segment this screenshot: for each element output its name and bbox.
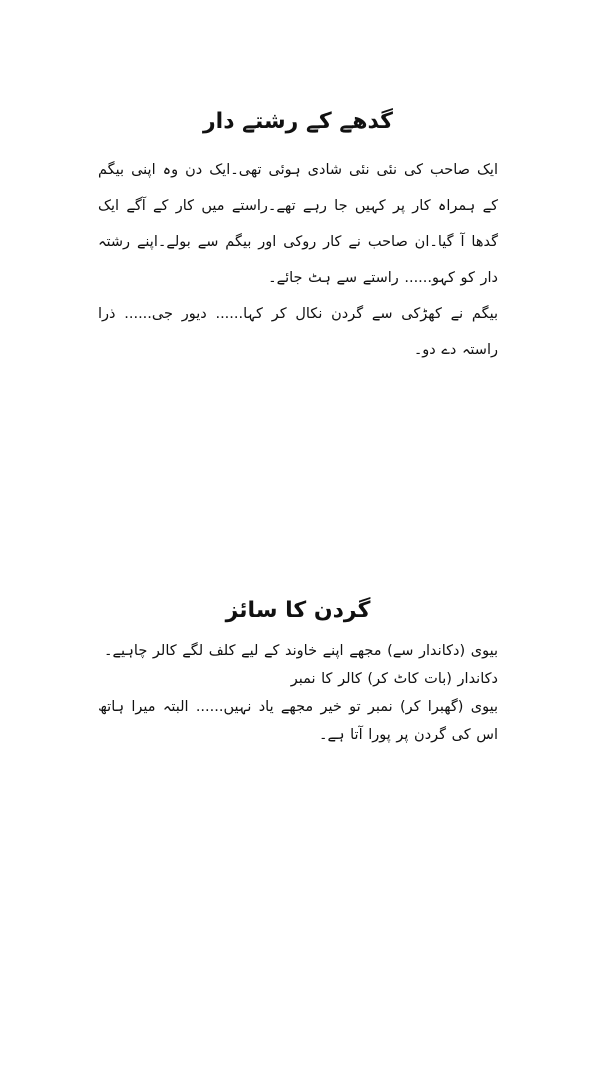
story-paragraph: دکاندار (بات کاٹ کر) کالر کا نمبر bbox=[290, 671, 498, 687]
story-title: گردن کا سائز bbox=[225, 598, 371, 623]
story-title: گدھے کے رشتے دار bbox=[203, 109, 393, 134]
story-gardan-size bbox=[98, 595, 498, 749]
story-paragraph: بیوی (دکاندار سے) مجھے اپنے خاوند کے لیے کلف لگے کالر چاہیے۔ bbox=[104, 643, 498, 659]
story-paragraph: ایک صاحب کی نئی نئی شادی ہوئی تھی۔ایک دن وہ اپنی بیگم کے ہمراہ کار پر کہیں جا رہے تھے۔راستے میں کار کے آگے ایک گدھا آ گیا۔ان صاحب نے کار روکی اور بیگم سے بولے۔اپنے رشتہ دار کو کہو...... راستے سے ہٹ جائے۔ bbox=[98, 162, 498, 286]
story-rishtedar bbox=[98, 106, 498, 368]
story-paragraph: بیوی (گھبرا کر) نمبر تو خیر مجھے یاد نہیں...... البتہ میرا ہاتھ اس کی گردن پر پورا آتا ہے۔ bbox=[98, 699, 498, 743]
story-paragraph: بیگم نے کھڑکی سے گردن نکال کر کہا...... دیور جی...... ذرا راستہ دے دو۔ bbox=[98, 306, 498, 358]
